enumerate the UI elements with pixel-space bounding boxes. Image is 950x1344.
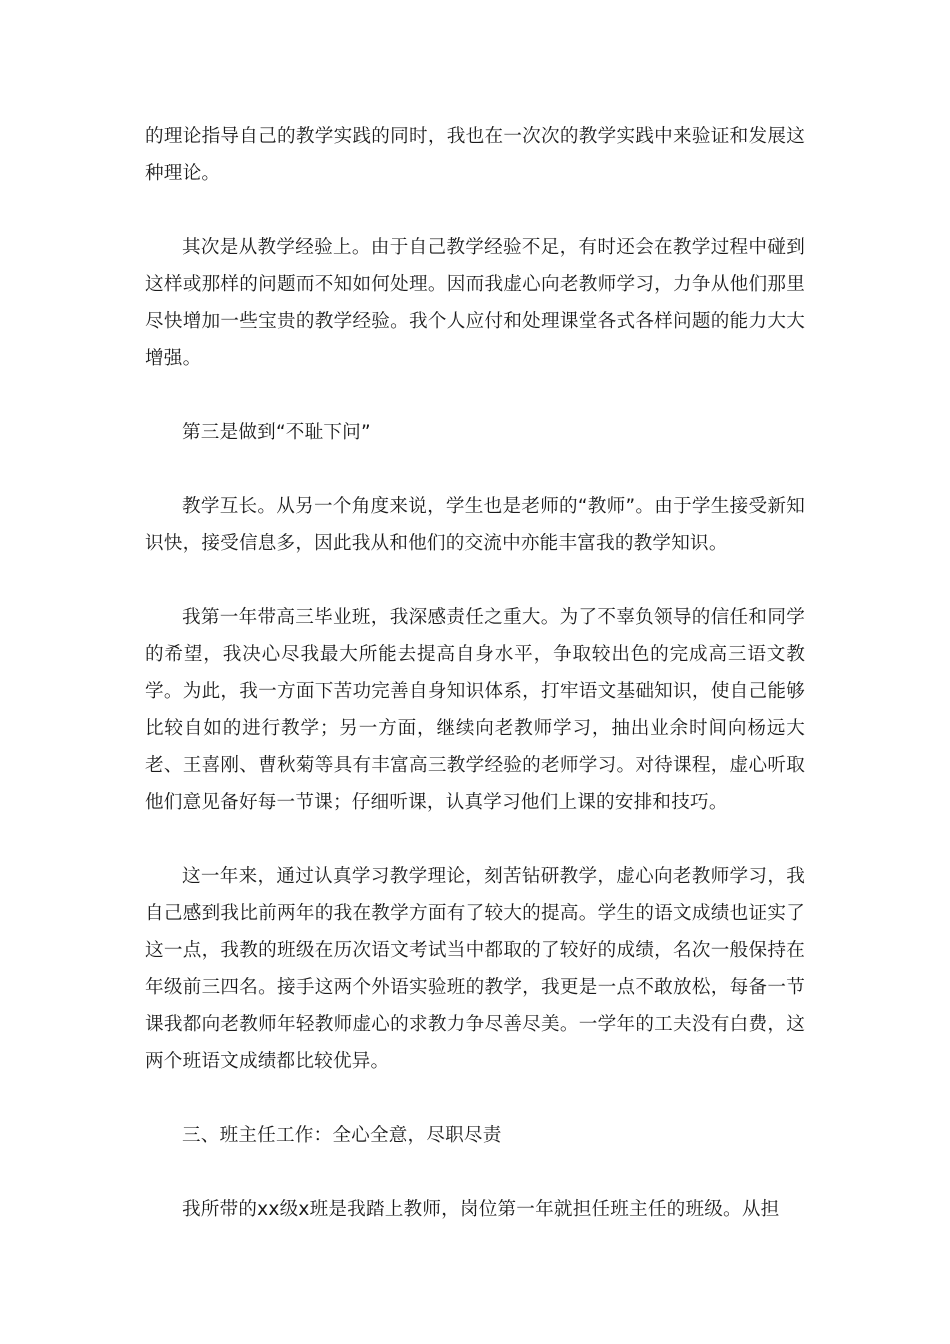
paragraph-gap: [145, 451, 805, 488]
paragraph-5: 我第一年带高三毕业班，我深感责任之重大。为了不辜负领导的信任和同学的希望，我决心尽我最大所能去提高自身水平，争取较出色的完成高三语文教学。为此，我一方面下苦功完善自身知识体系，打牢语文基础知识，使自己能够比较自如的进行教学；另一方面，继续向老教师学习，抽出业余时间向杨远大老、王喜刚、曹秋菊等具有丰富高三教学经验的老师学习。对待课程，虚心听取他们意见备好每一节课；仔细听课，认真学习他们上课的安排和技巧。: [145, 607, 805, 813]
paragraph-8: 我所带的xx级x班是我踏上教师，岗位第一年就担任班主任的班级。从担: [182, 1199, 780, 1220]
section-heading: 三、班主任工作：全心全意，尽职尽责: [182, 1125, 502, 1146]
paragraph-2: 其次是从教学经验上。由于自己教学经验不足，有时还会在教学过程中碰到这样或那样的问题而不知如何处理。因而我虚心向老教师学习，力争从他们那里尽快增加一些宝贵的教学经验。我个人应付和处理课堂各式各样问题的能力大大增强。: [145, 237, 805, 369]
paragraph-1: 的理论指导自己的教学实践的同时，我也在一次次的教学实践中来验证和发展这种理论。: [145, 126, 805, 184]
paragraph-gap: [145, 377, 805, 414]
paragraph-4: 教学互长。从另一个角度来说，学生也是老师的“教师”。由于学生接受新知识快，接受信息多，因此我从和他们的交流中亦能丰富我的教学知识。: [145, 496, 805, 554]
paragraph-gap: [145, 1154, 805, 1191]
paragraph-gap: [145, 1080, 805, 1117]
paragraph-gap: [145, 821, 805, 858]
paragraph-3-heading: 第三是做到“不耻下问”: [182, 422, 371, 443]
paragraph-gap: [145, 192, 805, 229]
paragraph-gap: [145, 562, 805, 599]
paragraph-6: 这一年来，通过认真学习教学理论，刻苦钻研教学，虚心向老教师学习，我自己感到我比前两年的我在教学方面有了较大的提高。学生的语文成绩也证实了这一点，我教的班级在历次语文考试当中都取的了较好的成绩，名次一般保持在年级前三四名。接手这两个外语实验班的教学，我更是一点不敢放松，每备一节课我都向老教师年轻教师虚心的求教力争尽善尽美。一学年的工夫没有白费，这两个班语文成绩都比较优异。: [145, 866, 805, 1072]
document-body: [145, 118, 805, 1228]
